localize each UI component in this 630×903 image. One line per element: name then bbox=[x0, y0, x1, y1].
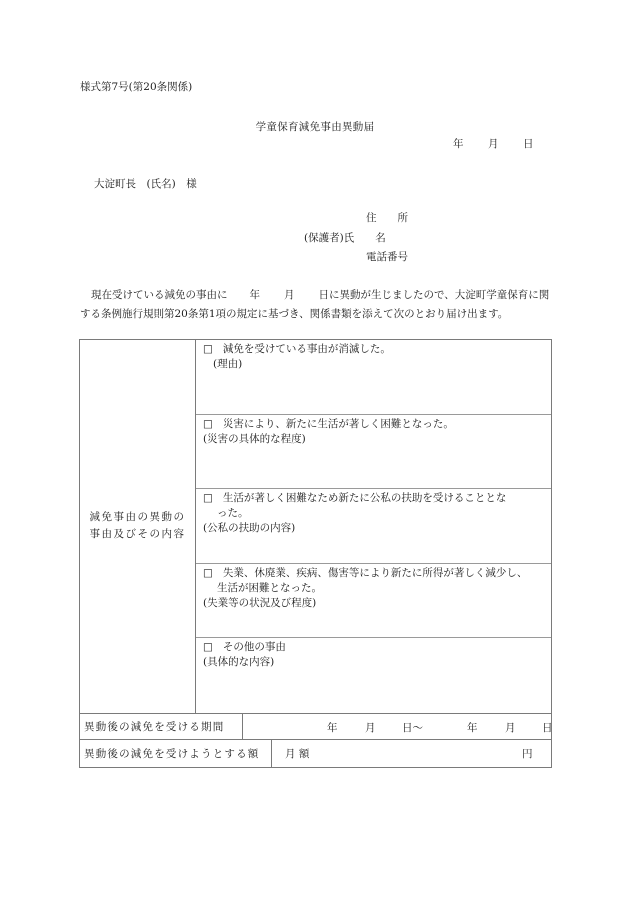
checkbox-icon[interactable]: □ bbox=[203, 641, 213, 654]
currency-label: 円 bbox=[522, 748, 533, 761]
notification-body: 現在受けている減免の事由に 年 月 日に異動が生じましたので、大淀町学童保育に関する条例施行規則第20条第1項の規定に基づき、関係書類を添えて次のとおり届け出ます。 bbox=[80, 289, 550, 320]
period-from-year: 年 bbox=[327, 721, 338, 734]
document-title: 学童保育減免事由異動届 bbox=[255, 121, 375, 133]
reason-detail-label[interactable]: (災害の具体的な程度) bbox=[203, 432, 306, 445]
reason-cell bbox=[196, 638, 551, 713]
reason-line bbox=[203, 640, 545, 655]
date-year-label: 年 bbox=[453, 138, 464, 150]
period-to-year: 年 bbox=[467, 721, 478, 734]
reason-text-continued: った。 bbox=[217, 507, 249, 520]
reasons-section bbox=[80, 340, 551, 714]
reason-cell bbox=[196, 415, 551, 490]
reason-detail-label[interactable]: (理由) bbox=[213, 358, 243, 370]
reason-line bbox=[203, 491, 545, 506]
period-field[interactable] bbox=[243, 714, 551, 740]
period-row bbox=[80, 714, 551, 741]
date-month-label: 月 bbox=[488, 138, 499, 150]
reason-detail-label[interactable]: (失業等の状況及び程度) bbox=[203, 596, 317, 609]
guardian-prefix: (保護者) bbox=[304, 232, 344, 244]
guardian-name-line bbox=[304, 231, 386, 245]
amount-row bbox=[80, 740, 551, 767]
checkbox-icon[interactable]: □ bbox=[203, 566, 213, 579]
reason-text-continued: 生活が困難となった。 bbox=[217, 581, 322, 594]
form-table bbox=[79, 339, 552, 768]
phone-label: 電話番号 bbox=[366, 251, 408, 263]
reasons-list bbox=[196, 340, 551, 713]
amount-label: 異動後の減免を受けようとする額 bbox=[80, 740, 272, 767]
checkbox-icon[interactable]: □ bbox=[203, 492, 213, 505]
monthly-amount-label: 月 額 bbox=[285, 748, 310, 761]
reason-line bbox=[203, 417, 545, 432]
reason-detail-label[interactable]: (公私の扶助の内容) bbox=[203, 522, 296, 535]
reason-line bbox=[203, 342, 545, 357]
reason-cell bbox=[196, 340, 551, 415]
reason-text: 減免を受けている事由が消滅した。 bbox=[222, 343, 391, 355]
reason-text: その他の事由 bbox=[222, 641, 286, 654]
reason-cell bbox=[196, 564, 551, 639]
period-to-month: 月 bbox=[505, 721, 516, 734]
date-day-label: 日 bbox=[523, 138, 534, 150]
period-to-day: 日 bbox=[542, 721, 553, 734]
name-label: 氏 名 bbox=[343, 232, 386, 244]
form-number: 様式第7号(第20条関係) bbox=[80, 81, 193, 93]
checkbox-icon[interactable]: □ bbox=[203, 417, 213, 430]
reason-text: 失業、休廃業、疾病、傷害等により新たに所得が著しく減少し、 bbox=[222, 566, 528, 579]
reason-cell bbox=[196, 489, 551, 564]
reason-text: 災害により、新たに生活が著しく困難となった。 bbox=[222, 417, 454, 430]
addressee: 大淀町長 (氏名) 様 bbox=[94, 178, 197, 190]
checkbox-icon[interactable]: □ bbox=[203, 343, 213, 355]
amount-field[interactable] bbox=[272, 740, 551, 767]
reason-line bbox=[203, 566, 545, 581]
period-from-day: 日〜 bbox=[402, 721, 423, 734]
address-label: 住 所 bbox=[366, 212, 408, 224]
reason-detail-label[interactable]: (具体的な内容) bbox=[203, 656, 275, 669]
period-label: 異動後の減免を受ける期間 bbox=[80, 714, 243, 740]
reason-text: 生活が著しく困難なため新たに公私の扶助を受けることとな bbox=[222, 492, 507, 505]
reasons-label: 減免事由の異動の 事由及びその内容 bbox=[80, 340, 196, 713]
period-from-month: 月 bbox=[365, 721, 376, 734]
